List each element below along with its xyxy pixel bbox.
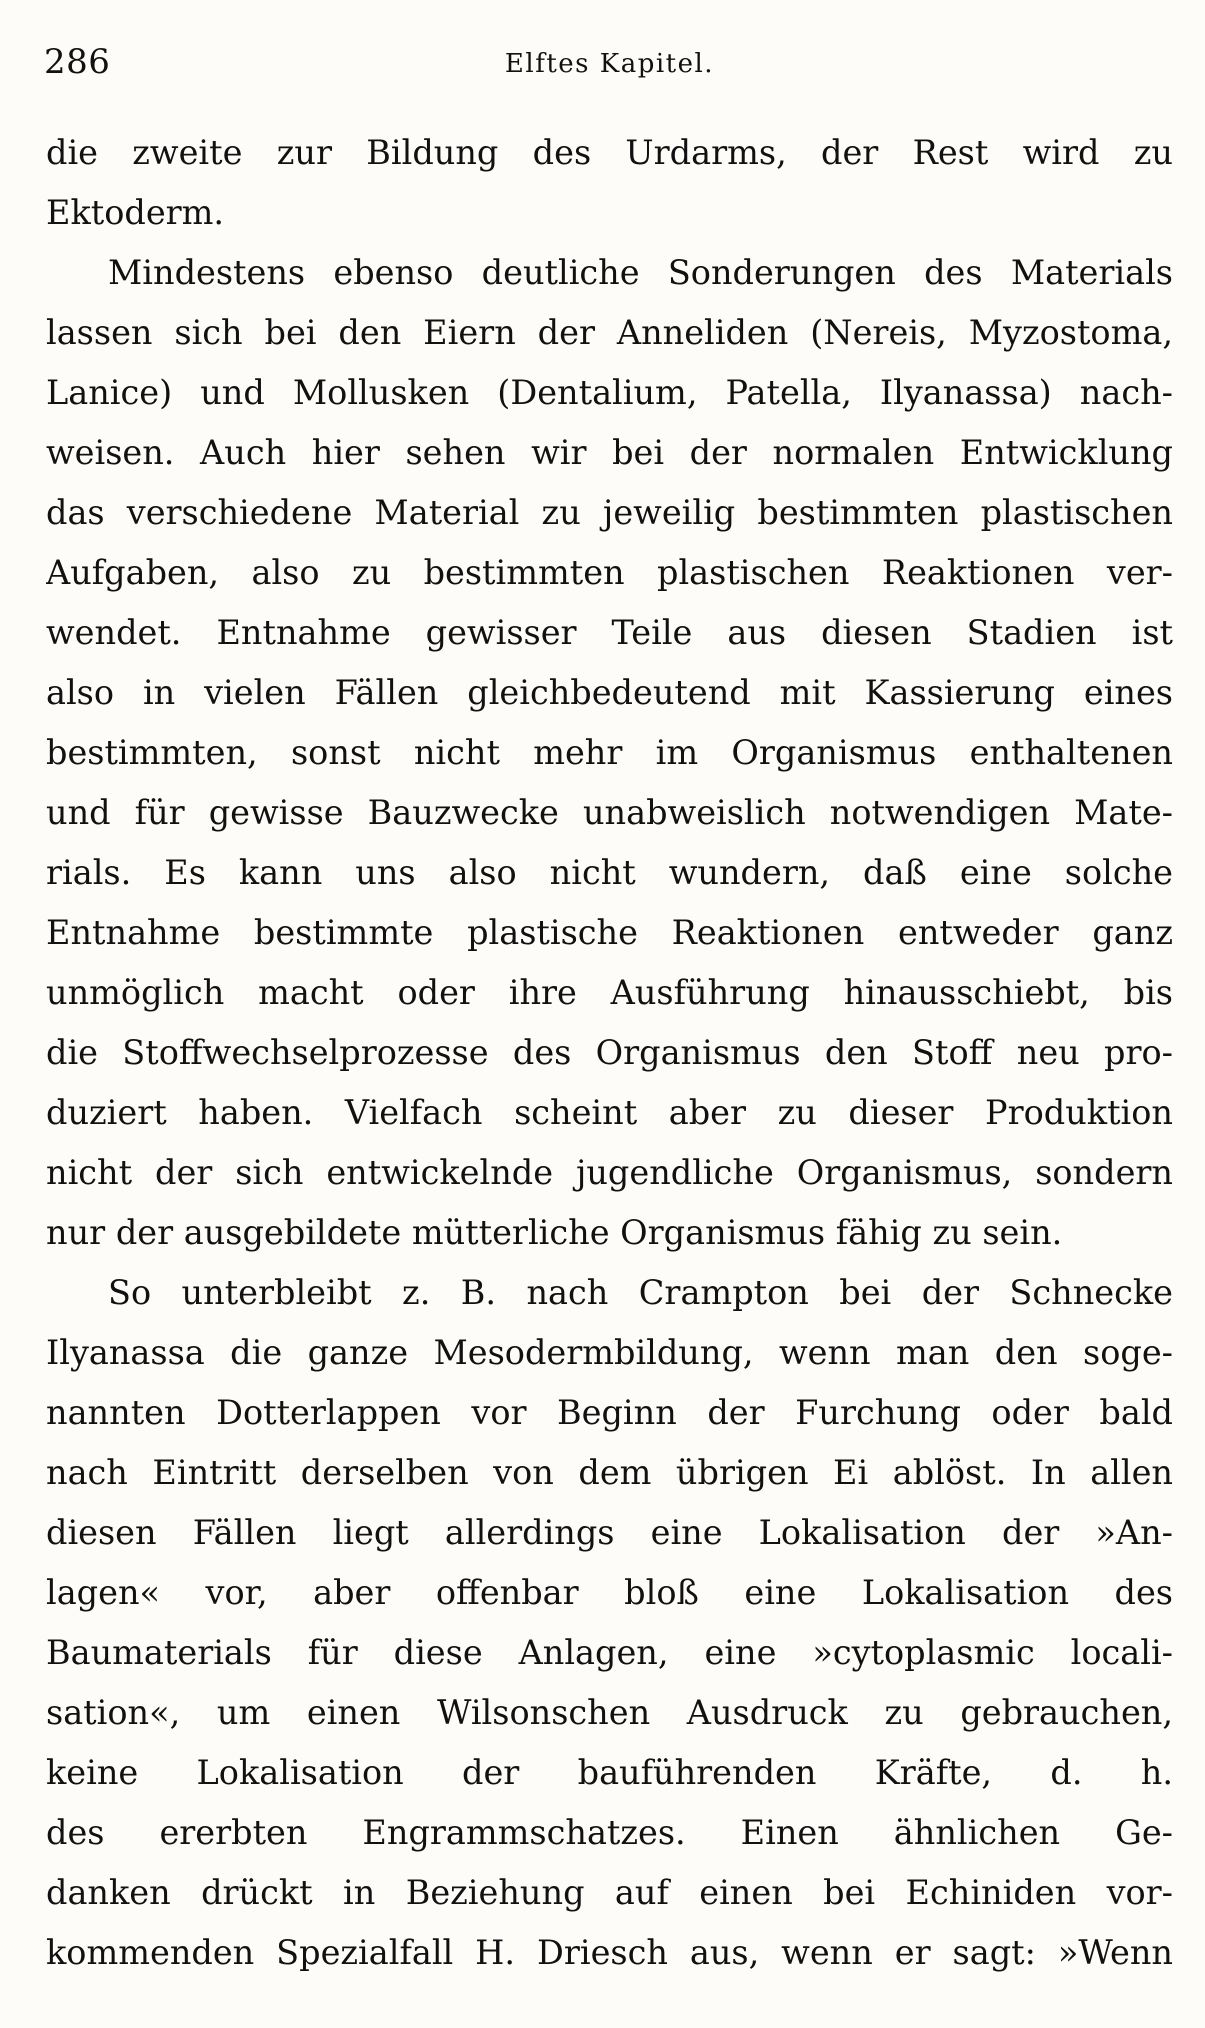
text-line: Mindestens ebenso deutliche Sonderungen des Materials — [108, 253, 1173, 292]
text-line: die Stoffwechselprozesse des Organismus den Stoff neu pro- — [46, 1033, 1173, 1072]
text-line: Baumaterials für diese Anlagen, eine »cytoplasmic locali- — [46, 1633, 1173, 1672]
text-line: Ektoderm. — [46, 193, 225, 232]
body-text — [46, 123, 1173, 1983]
text-line: das verschiedene Material zu jeweilig bestimmten plastischen — [46, 493, 1173, 532]
text-line: des ererbten Engrammschatzes. Einen ähnlichen Ge- — [46, 1813, 1173, 1852]
text-line: Ilyanassa die ganze Mesodermbildung, wenn man den soge- — [46, 1333, 1173, 1372]
text-line: duziert haben. Vielfach scheint aber zu dieser Produktion — [46, 1093, 1173, 1132]
text-line: die zweite zur Bildung des Urdarms, der Rest wird zu — [46, 133, 1173, 172]
text-line: wendet. Entnahme gewisser Teile aus diesen Stadien ist — [46, 613, 1173, 652]
running-head: Elftes Kapitel. — [504, 49, 715, 79]
text-line: diesen Fällen liegt allerdings eine Lokalisation der »An- — [46, 1513, 1173, 1552]
page-header — [44, 40, 1175, 84]
text-line: also in vielen Fällen gleichbedeutend mit Kassierung eines — [46, 673, 1173, 712]
text-line: Lanice) und Mollusken (Dentalium, Patella, Ilyanassa) nach- — [46, 373, 1173, 412]
text-line: Entnahme bestimmte plastische Reaktionen entweder ganz — [46, 913, 1173, 952]
text-line: lassen sich bei den Eiern der Anneliden (Nereis, Myzostoma, — [46, 313, 1173, 352]
text-line: sation«, um einen Wilsonschen Ausdruck zu gebrauchen, — [46, 1693, 1173, 1732]
text-line: weisen. Auch hier sehen wir bei der normalen Entwicklung — [46, 433, 1173, 472]
text-line: keine Lokalisation der bauführenden Kräfte, d. h. — [46, 1753, 1173, 1792]
text-line: und für gewisse Bauzwecke unabweislich notwendigen Mate- — [46, 793, 1173, 832]
text-line: lagen« vor, aber offenbar bloß eine Lokalisation des — [46, 1573, 1173, 1612]
text-line: bestimmten, sonst nicht mehr im Organismus enthaltenen — [46, 733, 1173, 772]
text-line: rials. Es kann uns also nicht wundern, daß eine solche — [46, 853, 1173, 892]
text-line: Aufgaben, also zu bestimmten plastischen Reaktionen ver- — [46, 553, 1173, 592]
text-line: nannten Dotterlappen vor Beginn der Furchung oder bald — [46, 1393, 1173, 1432]
text-line: unmöglich macht oder ihre Ausführung hinausschiebt, bis — [46, 973, 1173, 1012]
text-line: So unterbleibt z. B. nach Crampton bei der Schnecke — [108, 1273, 1173, 1312]
text-line: nach Eintritt derselben von dem übrigen Ei ablöst. In allen — [46, 1453, 1173, 1492]
text-line: kommenden Spezialfall H. Driesch aus, wenn er sagt: »Wenn — [46, 1933, 1173, 1972]
text-line: danken drückt in Beziehung auf einen bei Echiniden vor- — [46, 1873, 1173, 1912]
text-line: nicht der sich entwickelnde jugendliche Organismus, sondern — [46, 1153, 1173, 1192]
page-number: 286 — [44, 42, 111, 82]
text-line: nur der ausgebildete mütterliche Organismus fähig zu sein. — [46, 1213, 1063, 1252]
